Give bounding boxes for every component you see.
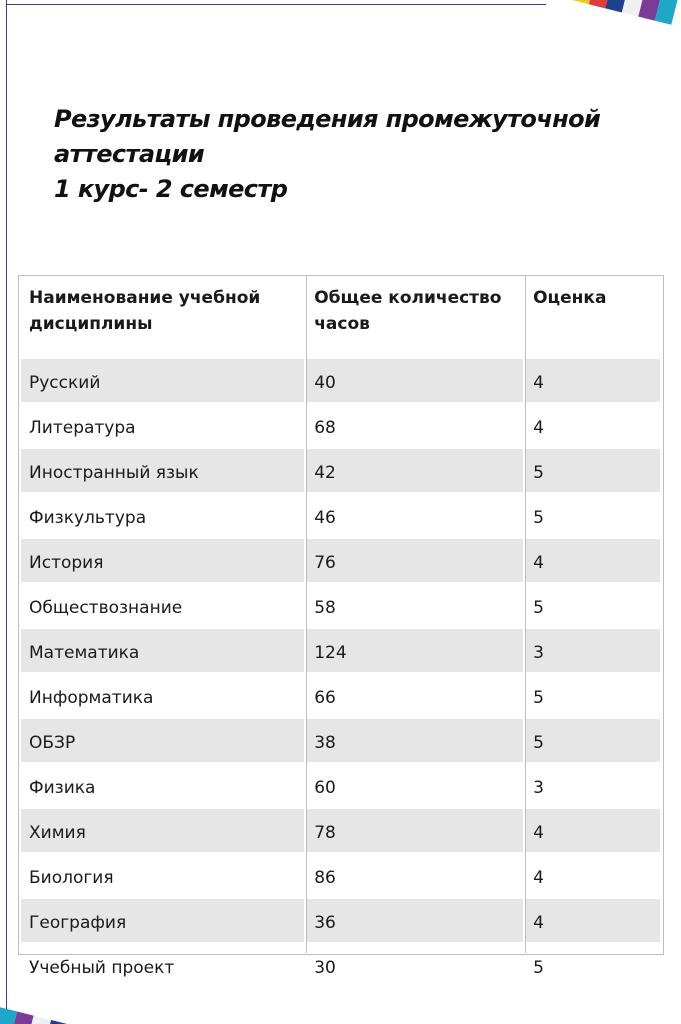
- cell-subject: Учебный проект: [20, 943, 305, 988]
- cell-hours: 38: [305, 718, 524, 763]
- grades-table: [19, 276, 662, 989]
- cell-hours: 40: [305, 358, 524, 403]
- cell-subject: ОБЗР: [20, 718, 305, 763]
- table-row: [20, 943, 661, 988]
- cell-hours: 124: [305, 628, 524, 673]
- table-row: [20, 628, 661, 673]
- header-grade: Оценка: [524, 277, 661, 358]
- cell-hours: 46: [305, 493, 524, 538]
- cell-subject: Русский: [20, 358, 305, 403]
- table-header-row: [20, 277, 661, 358]
- cell-hours: 76: [305, 538, 524, 583]
- cell-grade: 3: [524, 763, 661, 808]
- cell-subject: Математика: [20, 628, 305, 673]
- cell-grade: 4: [524, 358, 661, 403]
- cell-subject: Обществознание: [20, 583, 305, 628]
- cell-grade: 3: [524, 628, 661, 673]
- cell-grade: 4: [524, 898, 661, 943]
- cell-subject: Физкультура: [20, 493, 305, 538]
- table-row: [20, 718, 661, 763]
- table-row: [20, 493, 661, 538]
- table-row: [20, 403, 661, 448]
- cell-grade: 4: [524, 538, 661, 583]
- cell-grade: 5: [524, 583, 661, 628]
- table-row: [20, 583, 661, 628]
- cell-hours: 66: [305, 673, 524, 718]
- cell-grade: 5: [524, 493, 661, 538]
- cell-grade: 4: [524, 853, 661, 898]
- header-subject: Наименование учебной дисциплины: [20, 277, 305, 358]
- cell-subject: История: [20, 538, 305, 583]
- cell-hours: 60: [305, 763, 524, 808]
- cell-grade: 5: [524, 943, 661, 988]
- cell-grade: 5: [524, 448, 661, 493]
- title-line-2: аттестации: [54, 140, 205, 168]
- cell-grade: 5: [524, 718, 661, 763]
- cell-hours: 58: [305, 583, 524, 628]
- cell-subject: Физика: [20, 763, 305, 808]
- cell-hours: 86: [305, 853, 524, 898]
- cell-subject: География: [20, 898, 305, 943]
- header-hours: Общее количество часов: [305, 277, 524, 358]
- cell-subject: Химия: [20, 808, 305, 853]
- cell-subject: Биология: [20, 853, 305, 898]
- top-frame-line: [6, 4, 546, 5]
- cell-subject: Литература: [20, 403, 305, 448]
- table-row: [20, 853, 661, 898]
- table-row: [20, 898, 661, 943]
- title-line-3: 1 курс- 2 семестр: [54, 175, 288, 203]
- slide-title: [54, 102, 654, 207]
- cell-subject: Иностранный язык: [20, 448, 305, 493]
- cell-hours: 36: [305, 898, 524, 943]
- table-row: [20, 358, 661, 403]
- table-row: [20, 538, 661, 583]
- table-row: [20, 808, 661, 853]
- table-body: [20, 358, 661, 988]
- table-row: [20, 673, 661, 718]
- decor-stripe: [655, 0, 681, 25]
- decor-stripes-bottom: [0, 1007, 169, 1024]
- cell-grade: 4: [524, 403, 661, 448]
- table-row: [20, 763, 661, 808]
- cell-grade: 4: [524, 808, 661, 853]
- cell-hours: 68: [305, 403, 524, 448]
- cell-grade: 5: [524, 673, 661, 718]
- cell-hours: 30: [305, 943, 524, 988]
- cell-hours: 78: [305, 808, 524, 853]
- title-line-1: Результаты проведения промежуточной: [54, 105, 601, 133]
- cell-subject: Информатика: [20, 673, 305, 718]
- left-frame-line: [6, 0, 7, 1024]
- cell-hours: 42: [305, 448, 524, 493]
- table-row: [20, 448, 661, 493]
